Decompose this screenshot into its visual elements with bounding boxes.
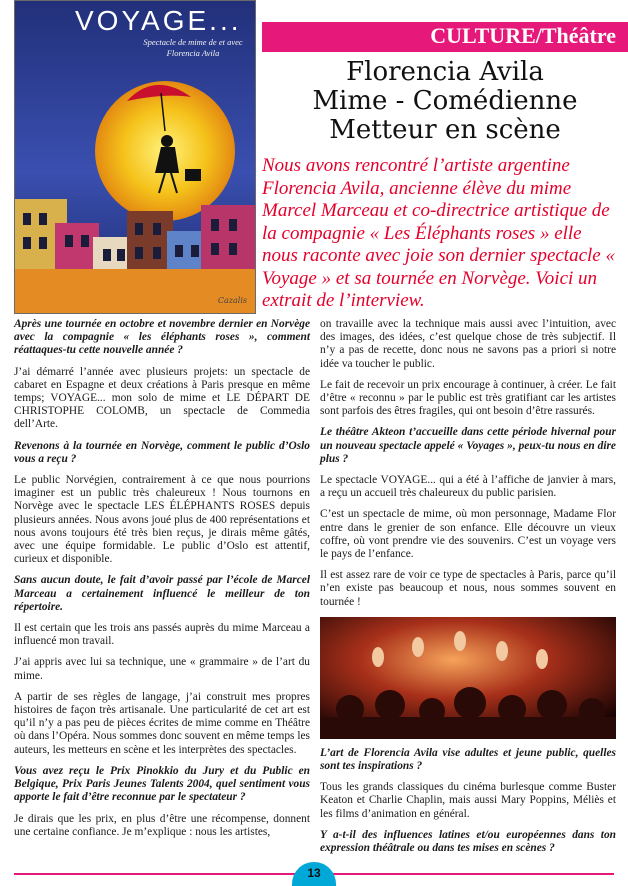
interview-question: Revenons à la tournée en Norvège, comment le public d’Oslo vous a reçu ?	[14, 439, 310, 465]
interview-answer: J’ai démarré l’année avec plusieurs projets: un spectacle de cabaret en Espagne et deux créations à Paris presque en même temps; VOYAGE... mon solo de mime et LE DÉPART DE CHRISTOPHE COLOMB, un spectacle de Commedia dell’Arte.	[14, 365, 310, 431]
interview-answer: A partir de ses règles de langage, j’ai construit mes propres histoires de façon très artisanale. Une particularité de cet art est qu’il n’y a pas peu de pièces écrites de mime comme en Théâtre où dans l’Opéra. Nous sommes donc souvent en même temps les auteurs, les metteurs en scène et les interprètes des spectacles.	[14, 690, 310, 756]
title-line: Florencia Avila	[346, 57, 544, 87]
page-number: 13	[292, 862, 336, 886]
interview-question: Y a-t-il des influences latines et/ou européennes dans ton expression théâtrale ou dans tes mises en scènes ?	[320, 828, 616, 855]
title-line: Mime - Comédienne	[312, 86, 578, 116]
section-band	[262, 22, 628, 52]
interview-answer: Tous les grands classiques du cinéma burlesque comme Buster Keaton et Charlie Chaplin, mais aussi Mary Poppins, Méliès et les films d’animation en général.	[320, 781, 616, 820]
interview-answer: C’est un spectacle de mime, où mon personnage, Madame Flor entre dans le grenier de son enfance. Elle découvre un vieux coffre, où vont prendre vie des souvenirs. C’est un voyage vers le pays de l’enfance.	[320, 508, 616, 561]
interview-answer: Le public Norvégien, contrairement à ce que nous pourrions imaginer est un public très chaleureux ! Nous tournons en Norvège avec le spectacle LES ÉLÉPHANTS ROSES depuis plusieurs années. Nous avons joué plus de 400 représentations et nous avons toujours été très bien reçus, je dirais même gâtés, avec une équipe formidable. Le public d’Oslo est attentif, curieux et disponible.	[14, 474, 310, 566]
photo-caption: L’art de Florencia Avila vise adultes et jeune public, quelles sont tes inspirations ?	[320, 746, 616, 773]
interview-answer: Le fait de recevoir un prix encourage à continuer, à créer. Le fait d’être « reconnu » par le public est très gratifiant car les artistes sont parfois des êtres fragiles, qui ont besoin d’être rassurés.	[320, 378, 616, 418]
voyage-poster-image	[14, 0, 256, 314]
section-label: CULTURE/Théâtre	[430, 23, 616, 48]
interview-question: Sans aucun doute, le fait d’avoir passé par l’école de Marcel Marceau a certainement influencé le meilleur de ton répertoire.	[14, 574, 310, 613]
title-line: Metteur en scène	[329, 115, 561, 145]
left-column	[14, 318, 310, 847]
interview-answer: Je dirais que les prix, en plus d’être une récompense, donnent une certaine confiance. Je m’explique : nous les artistes,	[14, 812, 310, 838]
article-title	[262, 58, 628, 145]
interview-answer: Il est assez rare de voir ce type de spectacles à Paris, parce qu’il n’en existe pas beaucoup et nous, nous sommes souvent en tournée !	[320, 569, 616, 608]
interview-question: Vous avez reçu le Prix Pinokkio du Jury et du Public en Belgique, Prix Paris Jeunes Talents 2004, quel sentiment vous apporte le fait d’être reconnue par le spectateur ?	[14, 764, 310, 804]
interview-answer: J’ai appris avec lui sa technique, une « grammaire » de l’art du mime.	[14, 656, 310, 682]
interview-question: Après une tournée en octobre et novembre dernier en Norvège avec la compagnie « les éléphants roses », comment réattaques-tu cette nouvelle année ?	[14, 318, 310, 357]
poster-subtitle: Spectacle de mime de et avec Florencia Avila	[143, 37, 243, 58]
poster-title: VOYAGE...	[75, 5, 242, 36]
interview-answer: on travaille avec la technique mais aussi avec l’intuition, avec des images, des idées, c’est quelque chose de très subjectif. Il n’y a pas de recette, donc nous ne savons pas a priori si notre idée va toucher le public.	[320, 318, 616, 370]
right-column	[320, 318, 616, 863]
interview-question: Le théâtre Akteon t’accueille dans cette période hivernal pour un nouveau spectacle appelé « Voyages », peux-tu nous en dire plus ?	[320, 426, 616, 465]
poster-signature: Cazalis	[217, 296, 247, 305]
interview-answer: Il est certain que les trois ans passés auprès du mime Marceau a influencé mon travail.	[14, 622, 310, 648]
article-intro: Nous avons rencontré l’artiste argentine Florencia Avila, ancienne élève du mime Marcel Marceau et co-directrice artistique de la compagnie « Les Éléphants roses » elle nous raconte avec joie son dernier spectacle « Voyage » et sa tournée en Norvège. Voici un extrait de l’interview.	[262, 155, 615, 311]
interview-answer: Le spectacle VOYAGE... qui a été à l’affiche de janvier à mars, a reçu un accueil très chaleureux du public parisien.	[320, 474, 616, 500]
audience-photo	[320, 617, 616, 739]
audience-photo-art	[320, 617, 616, 739]
